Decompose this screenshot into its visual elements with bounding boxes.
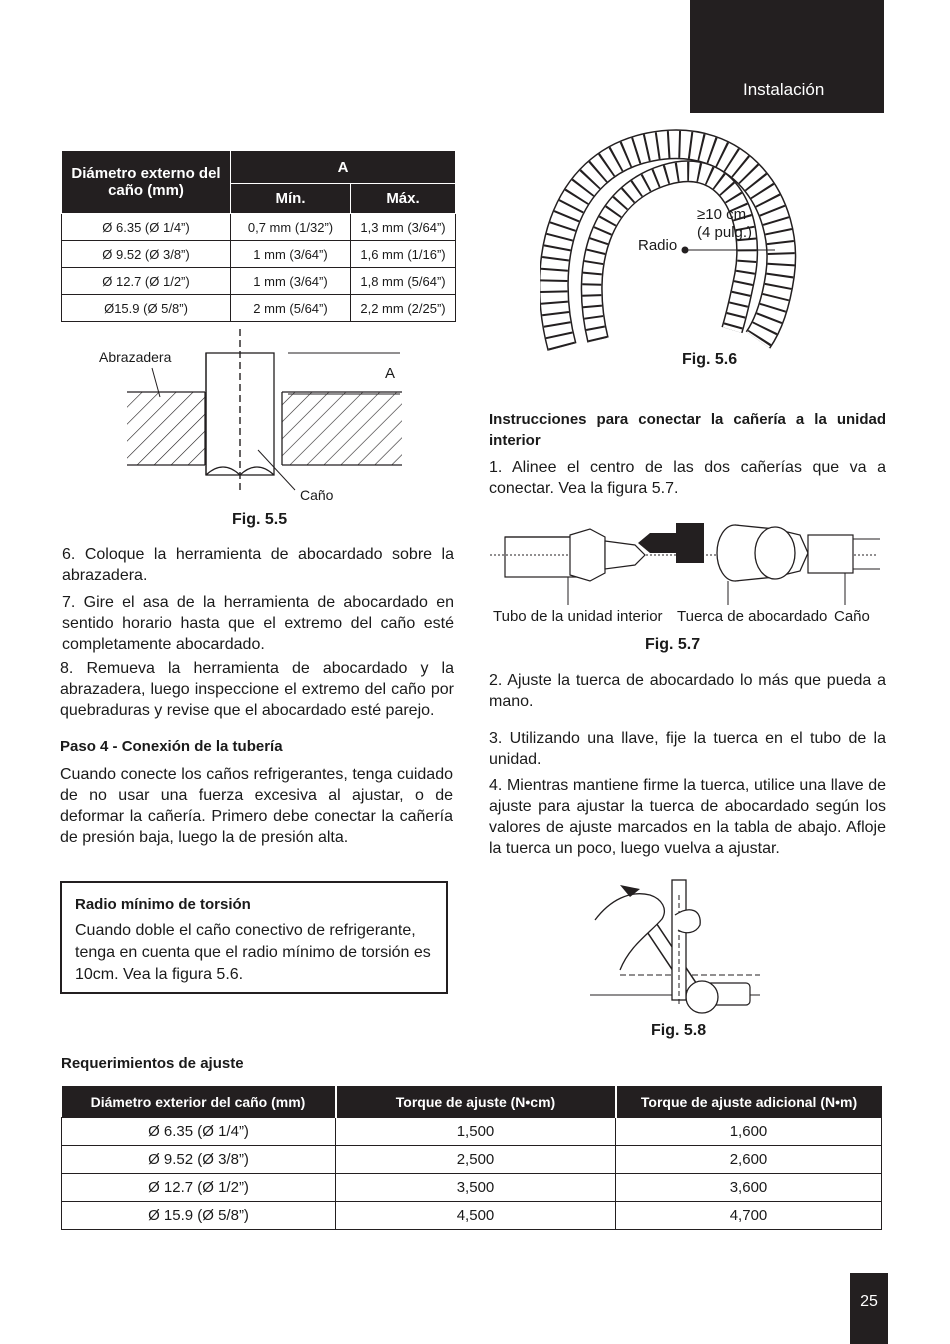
instruction-step-1 xyxy=(489,457,886,499)
table-cell: 2 mm (5/64”) xyxy=(231,295,351,322)
table-row xyxy=(62,1202,882,1230)
step-text: Remueva la herramienta de abocardado y la abrazadera, luego inspeccione el extremo del caño por quebraduras y revise que el abocardado esté parejo. xyxy=(60,660,454,719)
table-cell: 1 mm (3/64”) xyxy=(231,241,351,268)
step-text: Coloque la herramienta de abocardado sobre la abrazadera. xyxy=(62,546,455,584)
distance-label-cm: ≥10 cm xyxy=(697,206,747,223)
table-row xyxy=(62,1146,882,1174)
step-number: 7. xyxy=(62,594,76,611)
torque-col-additional: Torque de ajuste adicional (N•m) xyxy=(616,1086,882,1118)
step-8 xyxy=(60,658,454,721)
table-cell: Ø 12.7 (Ø 1/2”) xyxy=(62,1174,336,1202)
step-7 xyxy=(62,592,454,655)
fig-5-5-caption: Fig. 5.5 xyxy=(232,511,288,528)
table-cell: 0,7 mm (1/32”) xyxy=(231,214,351,241)
step-number: 4. xyxy=(489,777,503,794)
table-row xyxy=(62,1118,882,1146)
pipe-label: Caño xyxy=(834,608,870,625)
pipe-label: Caño xyxy=(300,487,334,503)
step-text: Mientras mantiene firme la tuerca, utilice una llave de ajuste para ajustar la tuerca de abocardado según los valores de ajuste marcados en la tabla de abajo. Afloje la tuerca un poco, luego vuelva a ajustar. xyxy=(489,777,886,857)
instruction-step-3 xyxy=(489,728,886,770)
table-cell: 1,6 mm (1/16”) xyxy=(351,241,456,268)
table-cell: 1,3 mm (3/64”) xyxy=(351,214,456,241)
section-title: Instalación xyxy=(743,80,825,99)
table-row xyxy=(62,268,456,295)
table-cell: Ø 15.9 (Ø 5/8”) xyxy=(62,1202,336,1230)
fig-5-8-caption: Fig. 5.8 xyxy=(651,1022,707,1039)
page-number-tab xyxy=(850,1273,888,1344)
table-cell: 4,700 xyxy=(616,1202,882,1230)
col-diameter-header: Diámetro externo del caño (mm) xyxy=(62,151,231,214)
flare-nut-label: Tuerca de abocardado xyxy=(677,608,828,625)
col-max-header: Máx. xyxy=(351,184,456,214)
page-number: 25 xyxy=(860,1293,878,1310)
step-number: 3. xyxy=(489,730,503,747)
step-text: Gire el asa de la herramienta de abocardado en sentido horario hasta que el extremo del caño esté completamente abocardado. xyxy=(62,594,454,653)
dimension-a-label: A xyxy=(385,365,396,382)
table-cell: 1 mm (3/64”) xyxy=(231,268,351,295)
instruction-step-2 xyxy=(489,670,886,712)
table-cell: 1,600 xyxy=(616,1118,882,1146)
table-cell: 4,500 xyxy=(336,1202,616,1230)
step-number: 2. xyxy=(489,672,503,689)
step-text: Ajuste la tuerca de abocardado lo más que pueda a mano. xyxy=(489,672,887,710)
flare-dimension-table xyxy=(61,150,456,322)
torque-table xyxy=(61,1086,882,1230)
table-row xyxy=(62,214,456,241)
table-cell: 2,500 xyxy=(336,1146,616,1174)
note-title: Radio mínimo de torsión xyxy=(75,896,251,913)
fig-5-7-caption: Fig. 5.7 xyxy=(645,636,701,653)
table-cell: 3,600 xyxy=(616,1174,882,1202)
table-cell: Ø 12.7 (Ø 1/2”) xyxy=(62,268,231,295)
note-body: Cuando doble el caño conectivo de refrigerante, tenga en cuenta que el radio mínimo de torsión es 10cm. Vea la figura 5.6. xyxy=(75,922,431,983)
instruction-step-4 xyxy=(489,775,886,859)
radius-label: Radio xyxy=(638,237,678,254)
step-4-title: Paso 4 - Conexión de la tubería xyxy=(60,738,283,755)
table-row xyxy=(62,1174,882,1202)
table-cell: 3,500 xyxy=(336,1174,616,1202)
step-4-body: Cuando conecte los caños refrigerantes, tenga cuidado de no usar una fuerza excesiva al ajustar, o de deformar la cañería. Primero debe conectar la cañería de presión baja, luego la de presión alta. xyxy=(60,766,453,846)
step-text: Alinee el centro de las dos cañerías que va a conectar. Vea la figura 5.7. xyxy=(489,459,886,497)
col-min-header: Mín. xyxy=(231,184,351,214)
fig-5-6-caption: Fig. 5.6 xyxy=(682,351,738,368)
table-cell: 1,500 xyxy=(336,1118,616,1146)
table-cell: 2,2 mm (2/25”) xyxy=(351,295,456,322)
distance-label-in: (4 pulg.) xyxy=(697,224,753,241)
step-number: 8. xyxy=(60,660,74,677)
instructions-title: Instrucciones para conectar la cañería a la unidad interior xyxy=(489,411,886,449)
col-a-header: A xyxy=(231,151,456,184)
table-cell: Ø 9.52 (Ø 3/8”) xyxy=(62,241,231,268)
section-tab xyxy=(690,0,884,113)
table-cell: Ø 6.35 (Ø 1/4”) xyxy=(62,214,231,241)
table-cell: Ø 6.35 (Ø 1/4”) xyxy=(62,1118,336,1146)
table-row xyxy=(62,241,456,268)
table-cell: Ø 9.52 (Ø 3/8”) xyxy=(62,1146,336,1174)
pipe-connection-diagram xyxy=(490,515,885,610)
torque-col-torque: Torque de ajuste (N•cm) xyxy=(336,1086,616,1118)
table-cell: 1,8 mm (5/64”) xyxy=(351,268,456,295)
wrench-tightening-diagram xyxy=(590,875,760,1015)
step-text: Utilizando una llave, fije la tuerca en el tubo de la unidad. xyxy=(489,730,886,768)
torque-col-diameter: Diámetro exterior del caño (mm) xyxy=(62,1086,336,1118)
table-row xyxy=(62,295,456,322)
indoor-tube-label: Tubo de la unidad interior xyxy=(493,608,663,625)
step-number: 6. xyxy=(62,546,76,563)
table-cell: 2,600 xyxy=(616,1146,882,1174)
step-number: 1. xyxy=(489,459,503,476)
bend-radius-note xyxy=(60,881,448,994)
step-6 xyxy=(62,544,454,586)
clamp-label: Abrazadera xyxy=(99,349,172,365)
table-cell: Ø15.9 (Ø 5/8”) xyxy=(62,295,231,322)
torque-table-title: Requerimientos de ajuste xyxy=(61,1055,244,1072)
